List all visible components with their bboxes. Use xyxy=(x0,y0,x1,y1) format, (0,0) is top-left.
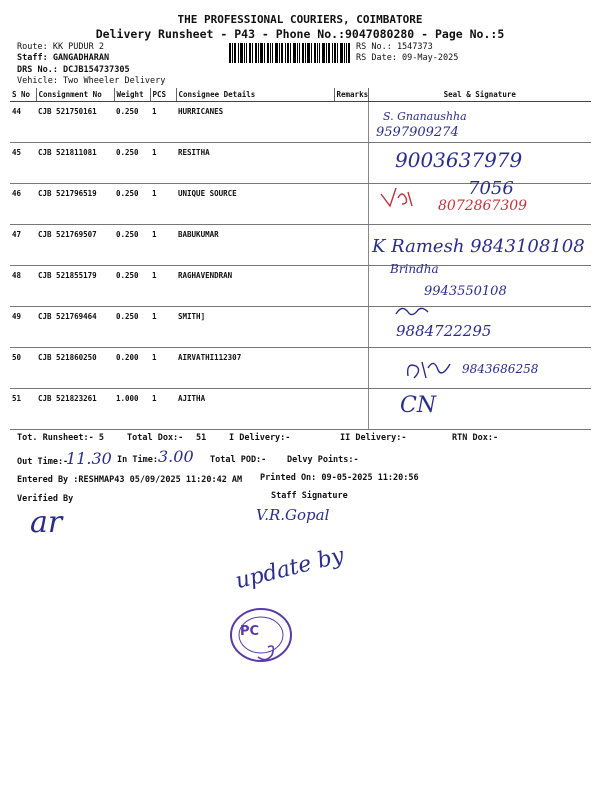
handwritten-phone: 9843686258 xyxy=(462,362,539,376)
row-sno: 51 xyxy=(10,389,36,430)
out-time-value: 11.30 xyxy=(66,449,112,468)
staff-signature: V.R.Gopal xyxy=(256,506,330,524)
rs-number: RS No.: 1547373 xyxy=(356,42,433,52)
ii-delivery: II Delivery:- xyxy=(340,433,407,443)
in-time-label: In Time: xyxy=(117,455,158,465)
handwritten-phone: 9943550108 xyxy=(424,284,507,299)
row-consignment: CJB 521769464 xyxy=(36,307,114,348)
col-header-consignee: Consignee Details xyxy=(176,88,334,102)
row-consignee: HURRICANES xyxy=(176,102,334,143)
row-sno: 49 xyxy=(10,307,36,348)
row-consignee: AJITHA xyxy=(176,389,334,430)
staff-signature-label: Staff Signature xyxy=(271,491,348,501)
row-consignee: BABUKUMAR xyxy=(176,225,334,266)
printed-on: Printed On: 09-05-2025 11:20:56 xyxy=(260,473,419,483)
vehicle-label: Vehicle: Two Wheeler Delivery xyxy=(17,76,166,86)
row-sno: 48 xyxy=(10,266,36,307)
row-consignment: CJB 521750161 xyxy=(36,102,114,143)
col-header-pcs: PCS xyxy=(150,88,176,102)
rs-date: RS Date: 09-May-2025 xyxy=(356,53,459,63)
update-note: update by xyxy=(233,543,347,595)
entered-by: Entered By :RESHMAP43 05/09/2025 11:20:42 AM xyxy=(17,475,243,485)
row-weight: 1.000 xyxy=(114,389,150,430)
row-pcs: 1 xyxy=(150,143,176,184)
row-sno: 50 xyxy=(10,348,36,389)
row-sno: 47 xyxy=(10,225,36,266)
staff-label: Staff: GANGADHARAN xyxy=(17,53,110,63)
row-remarks xyxy=(334,266,368,307)
handwritten-phone: 9884722295 xyxy=(396,322,492,340)
runsheet-table xyxy=(10,88,591,430)
row-pcs: 1 xyxy=(150,266,176,307)
in-time-value: 3.00 xyxy=(158,447,194,466)
row-consignee: UNIQUE SOURCE xyxy=(176,184,334,225)
row-sno: 45 xyxy=(10,143,36,184)
row-remarks xyxy=(334,348,368,389)
row-weight: 0.250 xyxy=(114,102,150,143)
row-remarks xyxy=(334,184,368,225)
drs-label: DRS No.: DCJB154737305 xyxy=(17,65,130,75)
row-remarks xyxy=(334,143,368,184)
handwritten-phone: 9597909274 xyxy=(376,125,459,140)
table-row xyxy=(10,389,591,430)
row-pcs: 1 xyxy=(150,389,176,430)
row-pcs: 1 xyxy=(150,307,176,348)
signature-scribble xyxy=(404,354,454,384)
row-pcs: 1 xyxy=(150,348,176,389)
col-header-sno: S No xyxy=(10,88,36,102)
verified-by-label: Verified By xyxy=(17,494,74,504)
row-weight: 0.250 xyxy=(114,143,150,184)
handwritten-name: Brindha xyxy=(390,262,439,276)
total-dox-value: 51 xyxy=(196,433,207,443)
company-title: THE PROFESSIONAL COURIERS, COIMBATORE xyxy=(177,13,423,26)
rtn-dox: RTN Dox:- xyxy=(452,433,499,443)
out-time-label: Out Time:- xyxy=(17,457,69,467)
signature-scribble xyxy=(394,302,430,320)
row-consignment: CJB 521796519 xyxy=(36,184,114,225)
row-sno: 44 xyxy=(10,102,36,143)
row-consignment: CJB 521855179 xyxy=(36,266,114,307)
row-weight: 0.250 xyxy=(114,307,150,348)
handwritten-initials: CN xyxy=(400,393,437,418)
row-remarks xyxy=(334,102,368,143)
col-header-seal: Seal & Signature xyxy=(368,88,591,102)
handwritten-name-phone: K Ramesh 9843108108 xyxy=(372,236,585,257)
row-consignment: CJB 521823261 xyxy=(36,389,114,430)
total-dox-label: Total Dox:- xyxy=(127,433,184,443)
stamp-text: PC xyxy=(240,624,260,639)
handwritten-name: S. Gnanaushha xyxy=(383,110,467,123)
col-header-weight: Weight xyxy=(114,88,150,102)
i-delivery: I Delivery:- xyxy=(229,433,291,443)
row-pcs: 1 xyxy=(150,184,176,225)
row-weight: 0.250 xyxy=(114,184,150,225)
route-label: Route: KK PUDUR 2 xyxy=(17,42,104,52)
row-weight: 0.200 xyxy=(114,348,150,389)
delvy-points: Delvy Points:- xyxy=(287,455,359,465)
tot-runsheet: Tot. Runsheet:- 5 xyxy=(17,433,104,443)
row-remarks xyxy=(334,389,368,430)
row-consignment: CJB 521860250 xyxy=(36,348,114,389)
col-header-consignment: Consignment No xyxy=(36,88,114,102)
barcode xyxy=(229,43,350,63)
runsheet-subtitle: Delivery Runsheet - P43 - Phone No.:9047080280 - Page No.:5 xyxy=(95,27,505,41)
table-row xyxy=(10,102,591,143)
row-consignee: RESITHA xyxy=(176,143,334,184)
row-consignee: RAGHAVENDRAN xyxy=(176,266,334,307)
stamp-icon xyxy=(226,605,296,665)
row-consignment: CJB 521769507 xyxy=(36,225,114,266)
red-initials-mark xyxy=(378,184,416,212)
row-consignee: SMITH] xyxy=(176,307,334,348)
row-weight: 0.250 xyxy=(114,225,150,266)
handwritten-phone: 8072867309 xyxy=(438,198,528,214)
row-consignment: CJB 521811081 xyxy=(36,143,114,184)
table-header-row xyxy=(10,88,591,102)
row-weight: 0.250 xyxy=(114,266,150,307)
row-pcs: 1 xyxy=(150,225,176,266)
verified-signature: ar xyxy=(30,505,63,540)
handwritten-phone: 9003637979 xyxy=(395,148,523,172)
col-header-remarks: Remarks xyxy=(334,88,368,102)
total-pod: Total POD:- xyxy=(210,455,267,465)
row-remarks xyxy=(334,307,368,348)
row-pcs: 1 xyxy=(150,102,176,143)
row-remarks xyxy=(334,225,368,266)
handwritten-code: 7056 xyxy=(468,178,514,199)
row-sno: 46 xyxy=(10,184,36,225)
row-consignee: AIRVATHI112307 xyxy=(176,348,334,389)
table-row xyxy=(10,307,591,348)
